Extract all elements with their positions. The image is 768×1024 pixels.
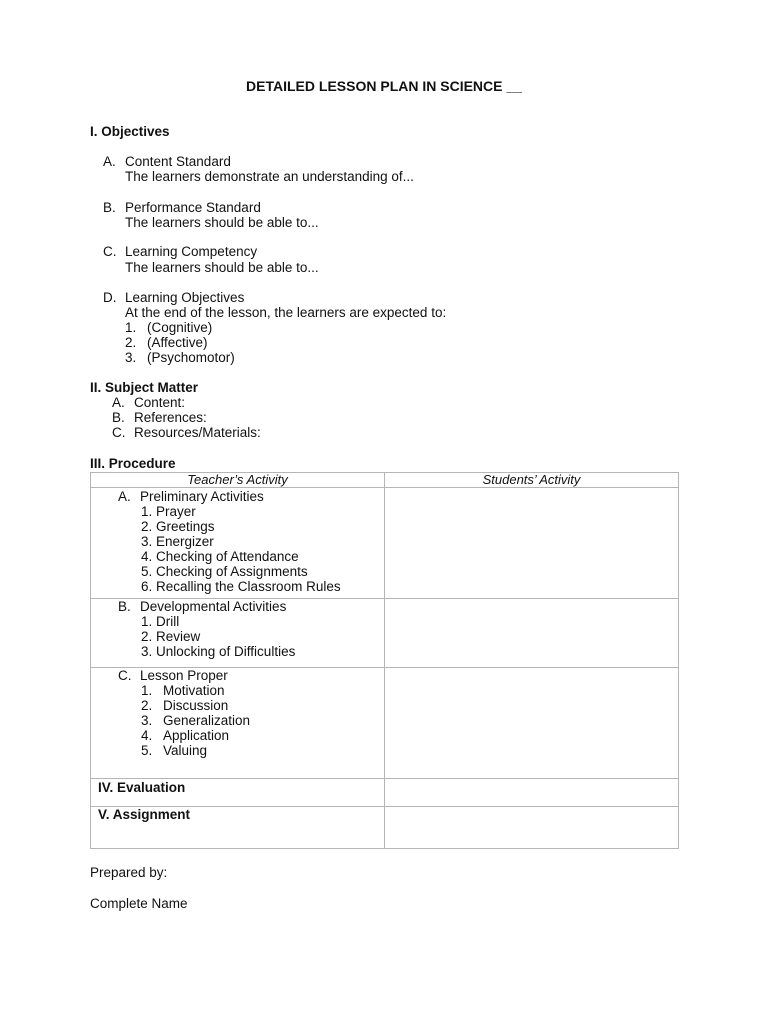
preliminary-label: Preliminary Activities bbox=[140, 489, 264, 504]
subject-matter-heading: II. Subject Matter bbox=[90, 380, 199, 395]
lesson-step-generalization: Generalization bbox=[163, 713, 251, 728]
lesson-step-discussion: Discussion bbox=[163, 698, 229, 713]
subject-matter-content: Content: bbox=[134, 395, 186, 410]
objective-marker-b: B. bbox=[103, 200, 116, 215]
developmental-activities-cell bbox=[91, 599, 385, 668]
table-row-lesson-proper bbox=[91, 668, 679, 779]
procedure-heading: III. Procedure bbox=[90, 456, 176, 471]
objective-label-content-standard: Content Standard bbox=[125, 154, 231, 169]
sub-objective-cognitive: (Cognitive) bbox=[147, 320, 213, 335]
assignment-heading: V. Assignment bbox=[98, 807, 191, 822]
objective-marker-c: C. bbox=[103, 244, 117, 259]
objective-detail-learning-objectives: At the end of the lesson, the learners are expected to: bbox=[125, 305, 447, 320]
subject-matter-marker-b: B. bbox=[112, 410, 125, 425]
lesson-step-motivation: Motivation bbox=[163, 683, 225, 698]
objectives-heading: I. Objectives bbox=[90, 124, 170, 139]
students-activity-cell bbox=[385, 779, 679, 807]
objective-detail-content-standard: The learners demonstrate an understanding of... bbox=[125, 169, 414, 184]
assignment-cell bbox=[91, 807, 385, 849]
students-activity-header: Students’ Activity bbox=[385, 473, 679, 488]
lesson-proper-cell bbox=[91, 668, 385, 779]
evaluation-cell bbox=[91, 779, 385, 807]
objective-detail-learning-competency: The learners should be able to... bbox=[125, 260, 319, 275]
procedure-table bbox=[90, 472, 679, 849]
table-row-preliminary bbox=[91, 488, 679, 599]
table-header-row bbox=[91, 473, 679, 488]
table-row-assignment bbox=[91, 807, 679, 849]
lesson-proper-label: Lesson Proper bbox=[140, 668, 228, 683]
preliminary-marker: A. bbox=[118, 489, 131, 504]
lesson-step-valuing: Valuing bbox=[163, 743, 208, 758]
sub-objective-psychomotor: (Psychomotor) bbox=[147, 350, 235, 365]
preliminary-activities-cell bbox=[91, 488, 385, 599]
lesson-step-marker: 2. bbox=[141, 698, 153, 713]
students-activity-cell bbox=[385, 488, 679, 599]
preliminary-step: 1. Prayer bbox=[141, 504, 196, 519]
objective-label-learning-objectives: Learning Objectives bbox=[125, 290, 245, 305]
prepared-by-label: Prepared by: bbox=[90, 865, 168, 880]
students-activity-cell bbox=[385, 807, 679, 849]
document-title: DETAILED LESSON PLAN IN SCIENCE __ bbox=[246, 78, 522, 94]
lesson-step-marker: 1. bbox=[141, 683, 153, 698]
lesson-step-marker: 4. bbox=[141, 728, 153, 743]
preliminary-step: 4. Checking of Attendance bbox=[141, 549, 299, 564]
lesson-step-marker: 5. bbox=[141, 743, 153, 758]
developmental-marker: B. bbox=[118, 599, 131, 614]
subject-matter-resources: Resources/Materials: bbox=[134, 425, 261, 440]
sub-objective-marker: 1. bbox=[125, 320, 137, 335]
lesson-proper-marker: C. bbox=[118, 668, 132, 683]
subject-matter-marker-c: C. bbox=[112, 425, 126, 440]
objective-label-learning-competency: Learning Competency bbox=[125, 244, 258, 259]
complete-name-label: Complete Name bbox=[90, 896, 188, 911]
evaluation-heading: IV. Evaluation bbox=[98, 780, 186, 795]
developmental-step: 2. Review bbox=[141, 629, 201, 644]
table-row-developmental bbox=[91, 599, 679, 668]
developmental-label: Developmental Activities bbox=[140, 599, 287, 614]
subject-matter-references: References: bbox=[134, 410, 207, 425]
students-activity-cell bbox=[385, 668, 679, 779]
preliminary-step: 6. Recalling the Classroom Rules bbox=[141, 579, 341, 594]
preliminary-step: 3. Energizer bbox=[141, 534, 214, 549]
objective-marker-d: D. bbox=[103, 290, 117, 305]
lesson-step-application: Application bbox=[163, 728, 230, 743]
sub-objective-marker: 2. bbox=[125, 335, 137, 350]
lesson-step-marker: 3. bbox=[141, 713, 153, 728]
students-activity-cell bbox=[385, 599, 679, 668]
preliminary-step: 5. Checking of Assignments bbox=[141, 564, 308, 579]
objective-marker-a: A. bbox=[103, 154, 116, 169]
developmental-step: 1. Drill bbox=[141, 614, 180, 629]
objective-detail-performance-standard: The learners should be able to... bbox=[125, 215, 319, 230]
subject-matter-marker-a: A. bbox=[112, 395, 125, 410]
preliminary-step: 2. Greetings bbox=[141, 519, 215, 534]
table-row-evaluation bbox=[91, 779, 679, 807]
sub-objective-affective: (Affective) bbox=[147, 335, 208, 350]
sub-objective-marker: 3. bbox=[125, 350, 137, 365]
developmental-step: 3. Unlocking of Difficulties bbox=[141, 644, 296, 659]
teacher-activity-header: Teacher’s Activity bbox=[91, 473, 385, 488]
objective-label-performance-standard: Performance Standard bbox=[125, 200, 261, 215]
